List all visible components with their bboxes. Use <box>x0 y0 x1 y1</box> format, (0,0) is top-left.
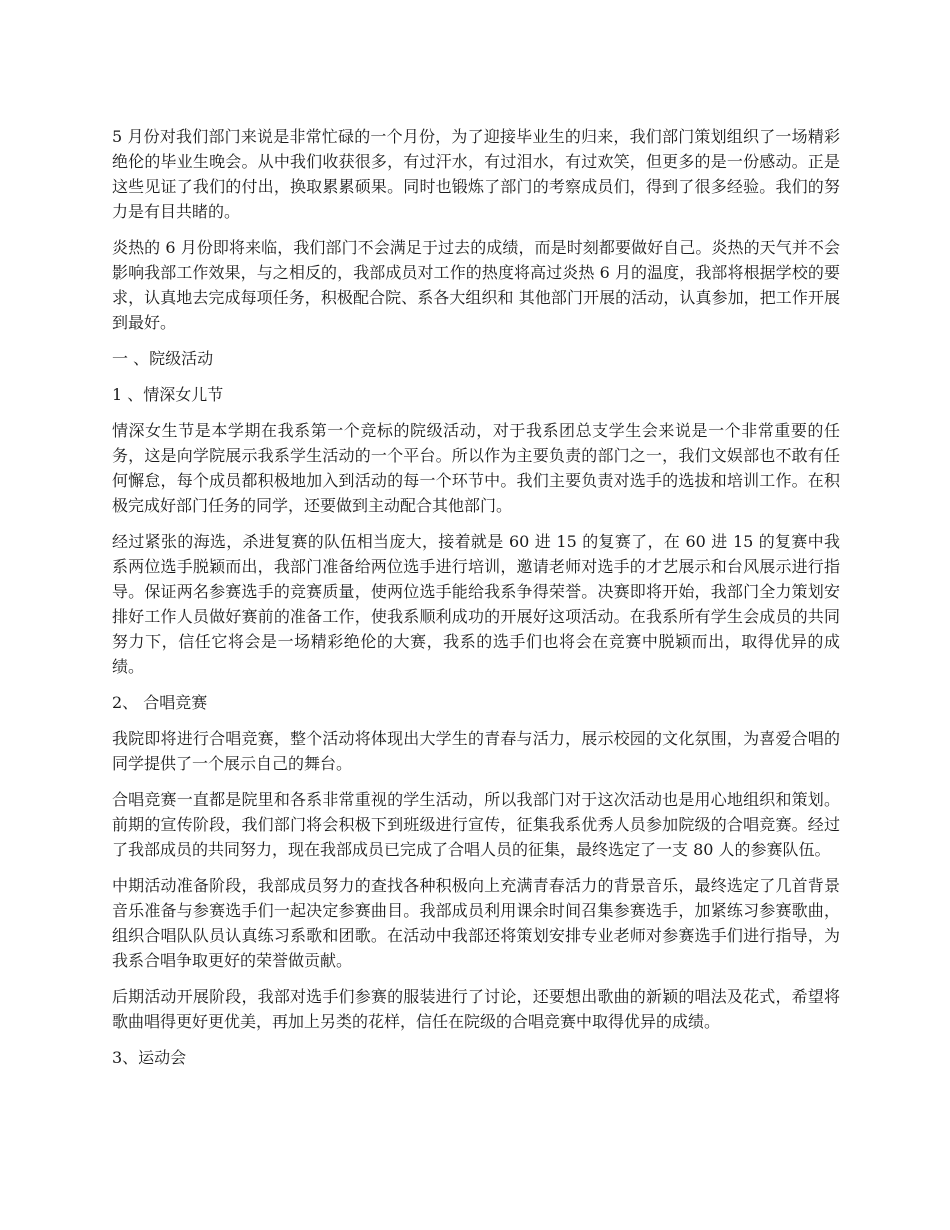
document-body <box>112 124 840 1081</box>
paragraph-may-summary: 5 月份对我们部门来说是非常忙碌的一个月份，为了迎接毕业生的归来，我们部门策划组织了一场精彩绝伦的毕业生晚会。从中我们收获很多，有过汗水，有过泪水，有过欢笑，但更多的是一份感动。正是这些见证了我们的付出，换取累累硕果。同时也锻炼了部门的考察成员们，得到了很多经验。我们的努力是有目共睹的。 <box>112 127 840 221</box>
paragraph-june-plan: 炎热的 6 月份即将来临，我们部门不会满足于过去的成绩，而是时刻都要做好自己。炎热的天气并不会影响我部工作效果，与之相反的，我部成员对工作的热度将高过炎热 6 月的温度，我部将根据学校的要求，认真地去完成每项任务，积极配合院、系各大组织和 其他部门开展的活动，认真参加，把工作开展到最好。 <box>112 238 840 332</box>
subsection-heading-chorus: 2、 合唱竞赛 <box>112 693 208 712</box>
paragraph-chorus-intro: 我院即将进行合唱竞赛，整个活动将体现出大学生的青春与活力，展示校园的文化氛围，为喜爱合唱的同学提供了一个展示自己的舞台。 <box>112 729 840 773</box>
paragraph-girls-day-intro: 情深女生节是本学期在我系第一个竞标的院级活动，对于我系团总支学生会来说是一个非常重要的任务，这是向学院展示我系学生活动的一个平台。所以作为主要负责的部门之一，我们文娱部也不敢有任何懈怠，每个成员都积极地加入到活动的每一个环节中。我们主要负责对选手的选拔和培训工作。在积极完成好部门任务的同学，还要做到主动配合其他部门。 <box>112 421 840 515</box>
paragraph-chorus-middle-stage: 中期活动准备阶段，我部成员努力的查找各种积极向上充满青春活力的背景音乐，最终选定了几首背景音乐准备与参赛选手们一起决定参赛曲目。我部成员利用课余时间召集参赛选手，加紧练习参赛歌曲，组织合唱队队员认真练习系歌和团歌。在活动中我部还将策划安排专业老师对参赛选手们进行指导，为我系合唱争取更好的荣誉做贡献。 <box>112 876 840 970</box>
paragraph-chorus-late-stage: 后期活动开展阶段，我部对选手们参赛的服装进行了讨论，还要想出歌曲的新颖的唱法及花式，希望将歌曲唱得更好更优美，再加上另类的花样，信任在院级的合唱竞赛中取得优异的成绩。 <box>112 987 840 1031</box>
paragraph-girls-day-competition: 经过紧张的海选，杀进复赛的队伍相当庞大，接着就是 60 进 15 的复赛了，在 60 进 15 的复赛中我系两位选手脱颖而出，我部门准备给两位选手进行培训，邀请老师对选手的才艺展示和台风展示进行指导。保证两名参赛选手的竞赛质量，使两位选手能给我系争得荣誉。决赛即将开始，我部门全力策划安排好工作人员做好赛前的准备工作，使我系顺利成功的开展好这项活动。在我系所有学生会成员的共同努力下，信任它将会是一场精彩绝伦的大赛，我系的选手们也将会在竞赛中脱颖而出，取得优异的成绩。 <box>112 532 840 676</box>
subsection-heading-sports-meet: 3、运动会 <box>112 1048 187 1067</box>
paragraph-chorus-early-stage: 合唱竞赛一直都是院里和各系非常重视的学生活动，所以我部门对于这次活动也是用心地组织和策划。前期的宣传阶段，我们部门将会积极下到班级进行宣传，征集我系优秀人员参加院级的合唱竞赛。经过了我部成员的共同努力，现在我部成员已完成了合唱人员的征集，最终选定了一支 80 人的参赛队伍。 <box>112 790 840 859</box>
section-heading-college-activities: 一 、院级活动 <box>112 349 214 368</box>
subsection-heading-girls-day: 1 、情深女儿节 <box>112 385 224 404</box>
